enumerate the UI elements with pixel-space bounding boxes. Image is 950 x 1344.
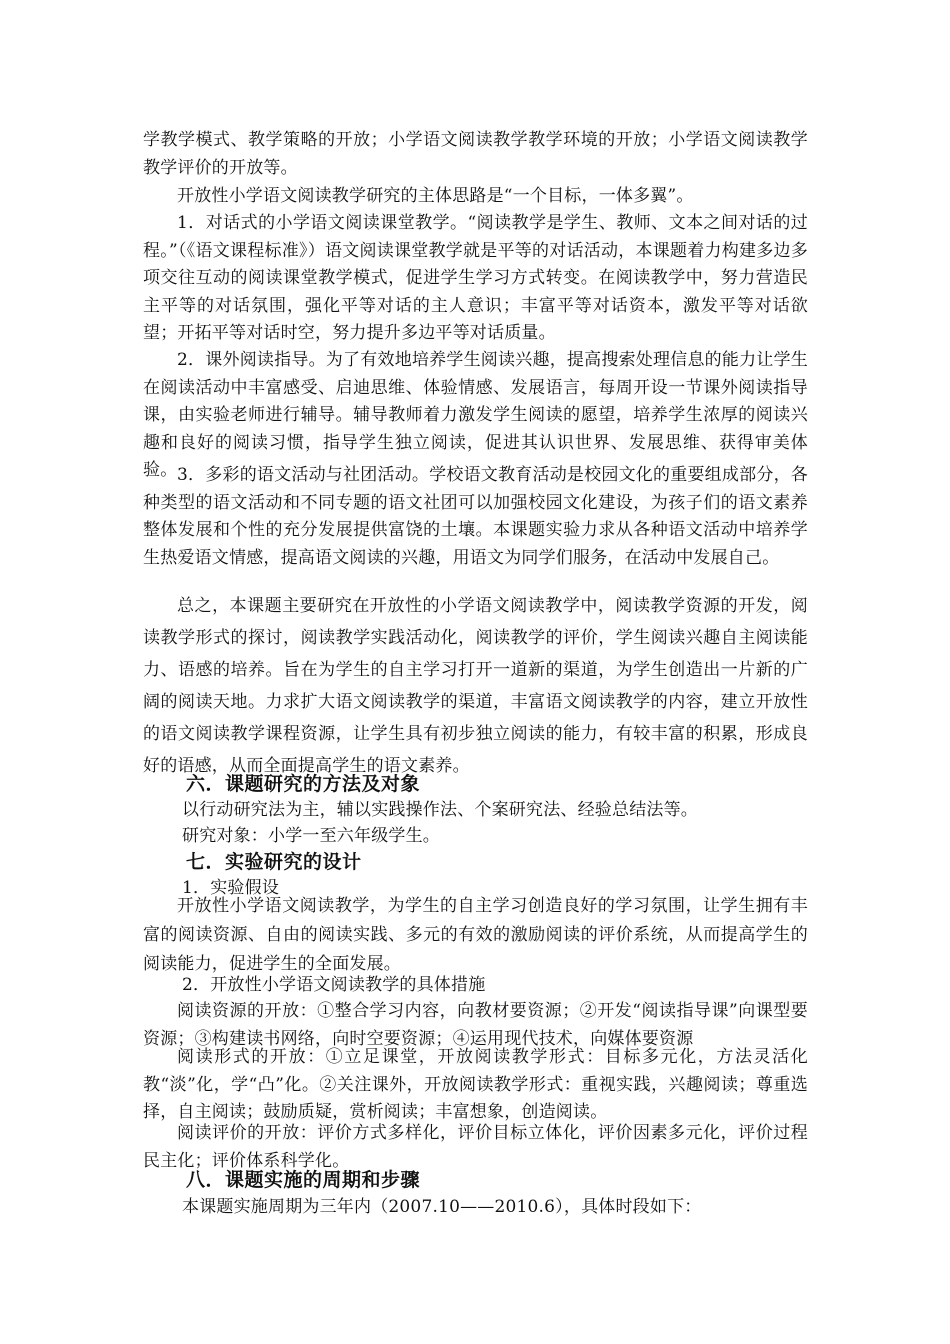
section-heading-schedule: 八．课题实施的周期和步骤 (186, 1169, 421, 1191)
section-heading-methods: 六．课题研究的方法及对象 (186, 773, 421, 795)
paragraph-hypothesis: 开放性小学语文阅读教学，为学生的自主学习创造良好的学习氛围，让学生拥有丰富的阅读资源、自由的阅读实践、多元的有效的激励阅读的评价系统，从而提高学生的阅读能力，促进学生的全面发展。 (143, 896, 808, 974)
section-heading-design: 七．实验研究的设计 (186, 851, 362, 873)
paragraph-main-idea: 开放性小学语文阅读教学研究的主体思路是“一个目标，一体多翼”。 (177, 186, 694, 206)
paragraph-evaluation-openness: 阅读评价的开放：评价方式多样化，评价目标立体化，评价因素多元化，评价过程民主化；评价体系科学化。 (143, 1123, 808, 1171)
paragraph-forms-openness: 阅读形式的开放：①立足课堂，开放阅读教学形式：目标多元化，方法灵活化教“淡”化，学“凸”化。②关注课外，开放阅读教学形式：重视实践，兴趣阅读；尊重选择，自主阅读；鼓励质疑，赏析阅读；丰富想象，创造阅读。 (143, 1047, 808, 1122)
paragraph-resources-openness: 阅读资源的开放：①整合学习内容，向教材要资源；②开发“阅读指导课”向课型要资源；③构建读书网络，向时空要资源；④运用现代技术，向媒体要资源 (143, 1001, 808, 1049)
methods-line: 以行动研究法为主，辅以实践操作法、个案研究法、经验总结法等。 (182, 800, 698, 820)
paragraph-extracurricular-reading: 2．课外阅读指导。为了有效地培养学生阅读兴趣，提高搜索处理信息的能力让学生在阅读活动中丰富感受、启迪思维、体验情感、发展语言，每周开设一节课外阅读指导课，由实验老师进行辅导。辅导教师着力激发学生阅读的愿望，培养学生浓厚的阅读兴趣和良好的阅读习惯，指导学生独立阅读，促进其认识世界、发展思维、获得审美体验。 (143, 350, 808, 480)
paragraph-dialogue-teaching: 1．对话式的小学语文阅读课堂教学。“阅读教学是学生、教师、文本之间对话的过程。”（《语文课程标准》）语文阅读课堂教学就是平等的对话活动，本课题着力构建多边多项交往互动的阅读课堂教学模式，促进学生学习方式转变。在阅读教学中，努力营造民主平等的对话氛围，强化平等对话的主人意识；丰富平等对话资本，激发平等对话欲望；开拓平等对话时空，努力提升多边平等对话质量。 (143, 213, 808, 343)
subheading-measures: 2．开放性小学语文阅读教学的具体措施 (182, 975, 486, 995)
paragraph-summary: 总之，本课题主要研究在开放性的小学语文阅读教学中，阅读教学资源的开发，阅读教学形式的探讨，阅读教学实践活动化，阅读教学的评价，学生阅读兴趣自主阅读能力、语感的培养。旨在为学生的自主学习打开一道新的渠道，为学生创造出一片新的广阔的阅读天地。力求扩大语文阅读教学的渠道，丰富语文阅读教学的内容，建立开放性的语文阅读教学课程资源，让学生具有初步独立阅读的能力，有较丰富的积累，形成良好的语感，从而全面提高学生的语文素养。 (143, 596, 808, 776)
schedule-line: 本课题实施周期为三年内（2007.10——2010.6），具体时段如下： (182, 1197, 702, 1217)
subheading-hypothesis: 1．实验假设 (182, 878, 280, 898)
research-subjects-line: 研究对象：小学一至六年级学生。 (182, 826, 440, 846)
paragraph-language-activities: 3．多彩的语文活动与社团活动。学校语文教育活动是校园文化的重要组成部分，各种类型的语文活动和不同专题的语文社团可以加强校园文化建设，为孩子们的语文素养整体发展和个性的充分发展提供富饶的土壤。本课题实验力求从各种语文活动中培养学生热爱语文情感，提高语文阅读的兴趣，用语文为同学们服务，在活动中发展自己。 (143, 465, 808, 568)
paragraph-continuation: 学教学模式、教学策略的开放；小学语文阅读教学教学环境的开放；小学语文阅读教学教学评价的开放等。 (143, 130, 808, 178)
